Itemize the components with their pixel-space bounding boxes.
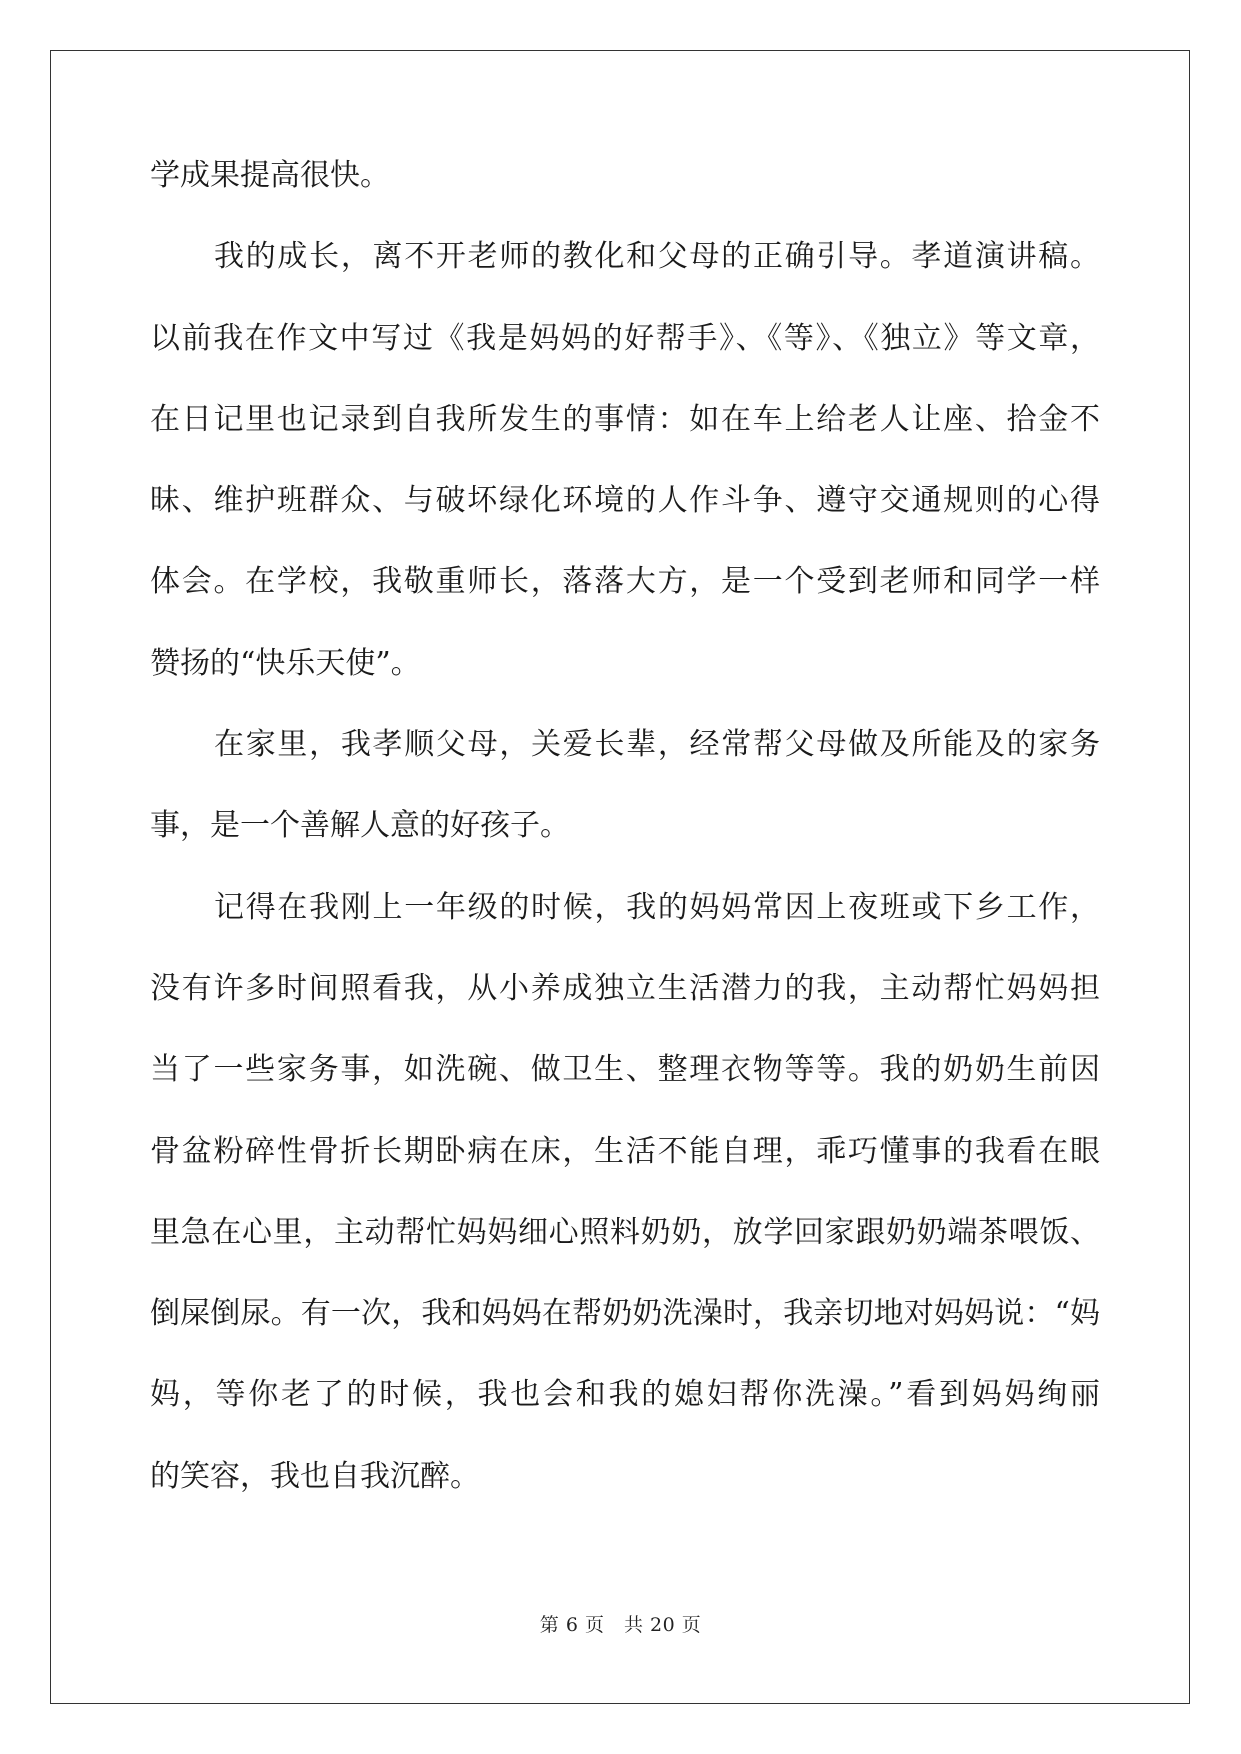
text-line: 当了一些家务事，如洗碗、做卫生、整理衣物等等。我的奶奶生前因 bbox=[150, 1052, 1100, 1088]
text-line: 体会。在学校，我敬重师长，落落大方，是一个受到老师和同学一样 bbox=[150, 564, 1100, 600]
text-line: 在家里，我孝顺父母，关爱长辈，经常帮父母做及所能及的家务 bbox=[214, 727, 1100, 763]
text-line: 在日记里也记录到自我所发生的事情：如在车上给老人让座、拾金不 bbox=[150, 401, 1100, 437]
page-number-footer: 第 6 页 共 20 页 bbox=[539, 1614, 702, 1636]
text-line: 里急在心里，主动帮忙妈妈细心照料奶奶，放学回家跟奶奶端茶喂饭、 bbox=[150, 1214, 1100, 1250]
text-line: 以前我在作文中写过《我是妈妈的好帮手》、《等》、《独立》等文章， bbox=[150, 320, 1100, 356]
text-line: 妈，等你老了的时候，我也会和我的媳妇帮你洗澡。”看到妈妈绚丽 bbox=[150, 1377, 1100, 1413]
text-line: 事，是一个善解人意的好孩子。 bbox=[150, 808, 570, 844]
text-line: 没有许多时间照看我，从小养成独立生活潜力的我，主动帮忙妈妈担 bbox=[150, 970, 1100, 1006]
text-line: 倒屎倒尿。有一次，我和妈妈在帮奶奶洗澡时，我亲切地对妈妈说：“妈 bbox=[150, 1296, 1100, 1332]
text-line: 我的成长，离不开老师的教化和父母的正确引导。孝道演讲稿。 bbox=[214, 239, 1100, 275]
text-line: 昧、维护班群众、与破坏绿化环境的人作斗争、遵守交通规则的心得 bbox=[150, 483, 1100, 519]
text-line: 记得在我刚上一年级的时候，我的妈妈常因上夜班或下乡工作， bbox=[214, 889, 1100, 925]
text-line: 骨盆粉碎性骨折长期卧病在床，生活不能自理，乖巧懂事的我看在眼 bbox=[150, 1133, 1100, 1169]
text-line: 赞扬的“快乐天使”。 bbox=[150, 645, 421, 681]
text-line: 的笑容，我也自我沉醉。 bbox=[150, 1458, 480, 1494]
text-line: 学成果提高很快。 bbox=[150, 158, 390, 193]
document-body bbox=[150, 154, 1100, 1536]
